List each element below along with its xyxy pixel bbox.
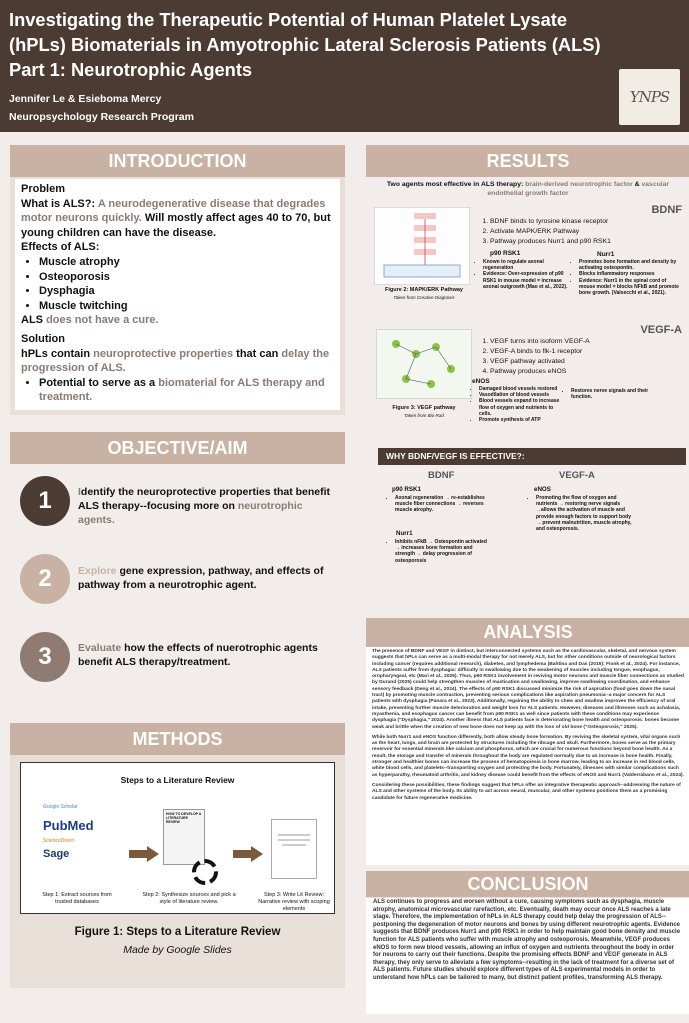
lit-review-infographic: HOW TO DEVELOP A LITERATURE REVIEW <box>163 809 205 865</box>
bdnf-steps <box>480 217 680 247</box>
figure1-caption: Figure 1: Steps to a Literature Review <box>74 926 281 938</box>
sciencedirect-logo: ScienceDirect <box>43 838 74 844</box>
enos-list <box>472 386 562 423</box>
objective-body <box>10 464 345 696</box>
objective-2 <box>78 564 338 592</box>
conclusion-heading: CONCLUSION <box>366 871 689 897</box>
obj2-text: gene expression, pathway, and effects of pathway from a neurotrophic agent. <box>78 565 324 591</box>
results-heading: RESULTS <box>366 145 689 177</box>
cycle-icon <box>189 856 221 888</box>
pubmed-logo: PubMed <box>43 818 94 833</box>
arrow-icon <box>233 846 263 862</box>
obj1-tail: neurotrophic agents. <box>78 500 303 526</box>
nurr1-list <box>572 259 682 296</box>
bdnf-label: BDNF <box>651 204 682 216</box>
step2-caption: Step 2: Synthesize sources and pick a style of literature review. <box>142 892 236 905</box>
p90-list <box>476 259 572 290</box>
solution-label: Solution <box>21 332 65 345</box>
arrow-icon <box>129 846 159 862</box>
methods-figure <box>20 762 335 914</box>
figure3-credit: Taken from Bio-Rad <box>404 413 444 418</box>
nurr1-title: Nurr1 <box>597 251 615 258</box>
list-item: 2. Activate MAPK/ERK Pathway <box>490 227 680 237</box>
lead-c: & <box>634 181 640 188</box>
objective-heading: OBJECTIVE/AIM <box>10 432 345 464</box>
enos-title: eNOS <box>472 378 490 385</box>
sol-c: that can <box>236 347 279 360</box>
problem-label: Problem <box>21 183 66 195</box>
als-definition: A neurodegenerative disease that degrades motor neurons quickly. <box>21 197 326 225</box>
objective-3 <box>78 641 338 669</box>
effects-label: Effects of ALS: <box>21 241 100 254</box>
why-p90-title: p90 RSK1 <box>392 486 421 493</box>
list-item: • Muscle atrophy <box>39 255 335 270</box>
poster-title: Investigating the Therapeutic Potential of Human Platelet Lysate (hPLs) Biomaterials in Amyotrophic Lateral Sclerosis Patients (ALS) Part 1: Neurotrophic Agents <box>9 9 601 80</box>
obj1-lead: I <box>78 486 81 498</box>
list-item: • Dysphagia <box>39 284 335 299</box>
sol-d: delay the progression of ALS. <box>21 347 330 375</box>
list-item: 3. Pathway produces Nurr1 and p90 RSK1 <box>490 237 680 247</box>
mapk-pathway-diagram <box>374 207 470 285</box>
list-item: • Osteoporosis <box>39 270 335 285</box>
list-item: • Known to regulate axonal regeneration <box>483 259 572 271</box>
list-item: • Restores nerve signals and their function. <box>571 388 654 400</box>
list-item: • Promote synthesis of ATP <box>479 417 562 423</box>
list-item: 2. VEGF-A binds to flk-1 receptor <box>490 347 680 357</box>
results-body <box>366 177 689 607</box>
lead-a: Two agents most effective in ALS therapy: <box>386 181 524 188</box>
why-enos-list <box>529 495 637 532</box>
introduction-heading: INTRODUCTION <box>10 145 345 177</box>
ynps-logo: YNPS <box>619 69 680 125</box>
obj2-lead: Explore <box>78 565 117 577</box>
conclusion-text: ALS continues to progress and worsen without a cure, causing symptoms such as dysphagia, muscle atrophy, anatomical microvascular rarefaction, etc. Eventually, death may occur once ALS reaches a late stage. Therefore, the implementation of hPLs in ALS therapy could help delay the progression of ALS--postponing the degeneration of motor neurons and bones by using different neurotrophic agents. Evidence suggests that BDNF produces Nurr1 and p90 RSK1 in order to help maintain good bone density and muscle function for ALS patients who suffer with muscle atrophy and osteoporosis. Meanwhile, VEGF produces eNOS to form new blood vessels, allowing an influx of oxygen and nutrients throughout the body in order for neurons to carry out their functions. Despite the promising effects BDNF and VEGF generate in ALS therapy, they only serve to alleviate a few symptoms--resulting in the lack of treatment for a diverse set of ALS patients. Future studies should explore different types of ALS experimental models in order to understand how hPLs can be tailored to many, but distinct patient profiles, transforming ALS therapy. <box>373 899 681 981</box>
list-item: 1. VEGF turns into isoform VEGF-A <box>490 337 680 347</box>
analysis-section <box>366 618 689 865</box>
no-cure-b: does not have a cure. <box>46 314 159 327</box>
figure1-credit: Made by Google Slides <box>123 944 232 956</box>
list-item: • Promoting the flow of oxygen and nutrients → restoring nerve signals →allows the activation of muscle and provide enough factors to support body → prevent malnutrition, muscle atrophy, and osteoporosis. <box>536 495 637 532</box>
vegf-pathway-diagram <box>376 329 472 399</box>
analysis-paragraph-1: The presence of BDNF and VEGF in distinct, but interconnected systems such as the cardiovascular, skeletal, and nervous system suggests that hPLs can serve as a multi-modal therapy for not merely ALS, but for other conditions outside of neurological factors including cancer (requires additional research), diabetes, and lymphedema (Bahtina and Das (2015); Fionk et al., 2024). For instance, ALS patients suffer from dysphagia: difficulty in swallowing due to the weakening of muscles including tongue, esophagus, oropharyngeal, etc (Mari et al., 2025). Thus, p90 RSK1 involvement in reviving motor neurons and muscle fiber connections as studied by Durand (2025) could help strengthen muscles of mastication and swallowing, improve swallowing coordination, and enhance sensory feedback (Deng et al., 2024). The effects of p90 RSK1 discussed minimize the risk of aspiration (food goes down the nasal tract) by promoting muscle contraction, preventing serious complications like aspiration pneumonia--a major concern for ALS patients with dysphagia (Panara et al., 2023). Additionally, regaining the ability to chew and swallow improves the efficiency of oral intake, preventing further muscle deterioration and weight loss for ALS patients. However, diseases and illnesses such as achalasia, myasthenia, and esophagus cancer can benefit from p90 RSK1 as well since patients with these conditions may experience dysphagia ("Dysphagia," 2024). Another illness that ALS patients face is deteriorating bone health and osteoporosis: bones become weak and brittle when the creation of new bone does not keep up with the loss of old bone ("Osteoporosis," 2025). <box>372 649 684 730</box>
list-item: • Inhibits nFkB → Osteopontin activated → increases bone formation and strength → delay progression of osteoporosis <box>395 539 492 564</box>
figure-box-title: Steps to a Literature Review <box>120 775 235 785</box>
step-circle-3: 3 <box>20 632 70 682</box>
why-vegf-label: VEGF-A <box>559 470 595 481</box>
what-is-als <box>21 197 335 241</box>
list-item: • Damaged blood vessels restored <box>479 386 562 392</box>
database-logos <box>43 796 103 860</box>
google-scholar-logo: Google Scholar <box>43 804 78 810</box>
list-item: • Axonal regeneration → re-establishes muscle fiber connections → reverses muscle atrophy. <box>395 495 488 514</box>
enos-right-list <box>564 388 654 400</box>
list-item: • Evidence: Over-expression of p90 RSK1 in mouse model = increase axonal outgrowth (Mao et al., 2022). <box>483 271 572 290</box>
p90-title: p90 RSK1 <box>490 250 521 257</box>
step-circle-2: 2 <box>20 554 70 604</box>
objective-1 <box>78 485 338 527</box>
step-circle-1: 1 <box>20 476 70 526</box>
step3-caption: Step 3: Write Lit Review: Narrative review with scoping elements <box>258 892 330 912</box>
list-item: • Vasodilation of blood vessels <box>479 392 562 398</box>
methods-section <box>10 723 345 988</box>
authors: Jennifer Le & Esieboma Mercy <box>9 93 162 105</box>
list-item: 4. Pathway produces eNOS <box>490 367 680 377</box>
pot-a: Potential to serve as a <box>39 376 156 389</box>
sol-a: hPLs contain <box>21 347 91 360</box>
introduction-section <box>10 145 345 415</box>
als-question: What is ALS?: <box>21 197 96 210</box>
list-item: 3. VEGF pathway activated <box>490 357 680 367</box>
program-name: Neuropsychology Research Program <box>9 111 194 123</box>
methods-heading: METHODS <box>10 723 345 755</box>
obj3-text: how the effects of nuerotrophic agents benefit ALS therapy/treatment. <box>78 642 318 668</box>
results-section <box>366 145 689 607</box>
obj1-text: the neuroprotective properties that benefit ALS therapy--focusing more on <box>78 486 331 512</box>
conclusion-section <box>366 871 689 1014</box>
list-item: • Evidence: Nurr1 in the spinal cord of mouse model = blocks NFkB and promote bone growth. (Valsecchi et al., 2021). <box>579 278 682 297</box>
vegf-label: VEGF-A <box>640 324 682 336</box>
why-bdnf-label: BDNF <box>428 470 455 481</box>
why-nurr1-title: Nurr1 <box>396 530 413 537</box>
list-item <box>39 376 335 405</box>
document-icon <box>271 819 317 879</box>
list-item: • Blood vessels expand to increase flow of oxygen and nutrients to cells. <box>479 398 562 417</box>
no-cure-a: ALS <box>21 314 43 327</box>
list-item: 1. BDNF binds to tyrosine kinase receptor <box>490 217 680 227</box>
list-item: • Blocks inflammatory responses <box>579 271 682 277</box>
list-item: • Promotes bone formation and density by activating osteopontin. <box>579 259 682 271</box>
objective-section <box>10 432 345 696</box>
why-nurr1-list <box>388 539 492 564</box>
sol-b: neuroprotective properties <box>93 347 234 360</box>
obj3-lead: Evaluate <box>78 642 122 654</box>
solution-text <box>21 347 335 376</box>
figure2-caption: Figure 2: MAPK/ERK Pathway <box>385 287 463 293</box>
analysis-body <box>366 647 689 865</box>
potential-list <box>39 376 335 405</box>
obj1-lead-rest: dentify <box>80 486 116 498</box>
vegf-steps <box>480 337 680 377</box>
poster-header <box>0 0 689 132</box>
als-ages: Will mostly affect ages 40 to 70, but young children can have the disease. <box>21 212 331 239</box>
why-p90-list <box>388 495 488 514</box>
analysis-paragraph-3: Considering these possibilities, these findings suggest that hPLs offer an integrative therapeutic approach--addressing the nature of ALS and other systems of the body. Its ability to act across neural, muscular, and other systems positions them as a promising candidate for future regenerative medicine. <box>372 782 681 801</box>
no-cure <box>21 313 335 328</box>
figure2-credit: Taken from Creative Diagnosis <box>393 295 455 300</box>
conclusion-body <box>366 898 689 1014</box>
lead-d: vascular endothelial growth factor <box>487 181 670 197</box>
effects-list <box>39 255 335 313</box>
pot-b: biomaterial for ALS therapy and treatment. <box>39 376 325 404</box>
figure3-caption: Figure 3: VEGF pathway <box>392 405 456 411</box>
step1-caption: Step 1: Extract sources from trusted databases <box>42 892 112 905</box>
introduction-body <box>15 179 340 410</box>
lead-b: brain-derived neurotrophic factor <box>525 181 633 188</box>
results-lead <box>374 181 682 198</box>
analysis-heading: ANALYSIS <box>366 618 689 647</box>
analysis-paragraph-2: While both Nurr1 and eNOS function differently, both allow steady bone formation. By reviving the skeletal system, vital organs such as the heart, lungs, and brain are protected by structures including the ribcage and skull. Furthermore, bones serve as the primary reservoir for essential minerals like calcium and phosphorus, which are crucial for numerous functions beyond bone health. As a result, the storage and transfer of minerals throughout the body are regulated normally due to an increase in bone health. Finally, stronger and healthier bones can increase the process of hematopoiesis in bone marrow, leading to an increase in red blood cells, white blood cells, and platelets--transporting oxygen and protecting the body. Fortunately, illnesses with similar complications such as hyperparathy, rheumatoid arthritis, and kidney disease could benefit from the effects of eNOS and Nurr1 (Valderrábano et al., 2024). <box>372 734 684 778</box>
why-effective-banner: WHY BDNF/VEGF IS EFFECTIVE?: <box>378 448 686 465</box>
sage-logo: Sage <box>43 848 70 860</box>
list-item: • Muscle twitching <box>39 299 335 314</box>
why-enos-title: eNOS <box>534 486 551 493</box>
